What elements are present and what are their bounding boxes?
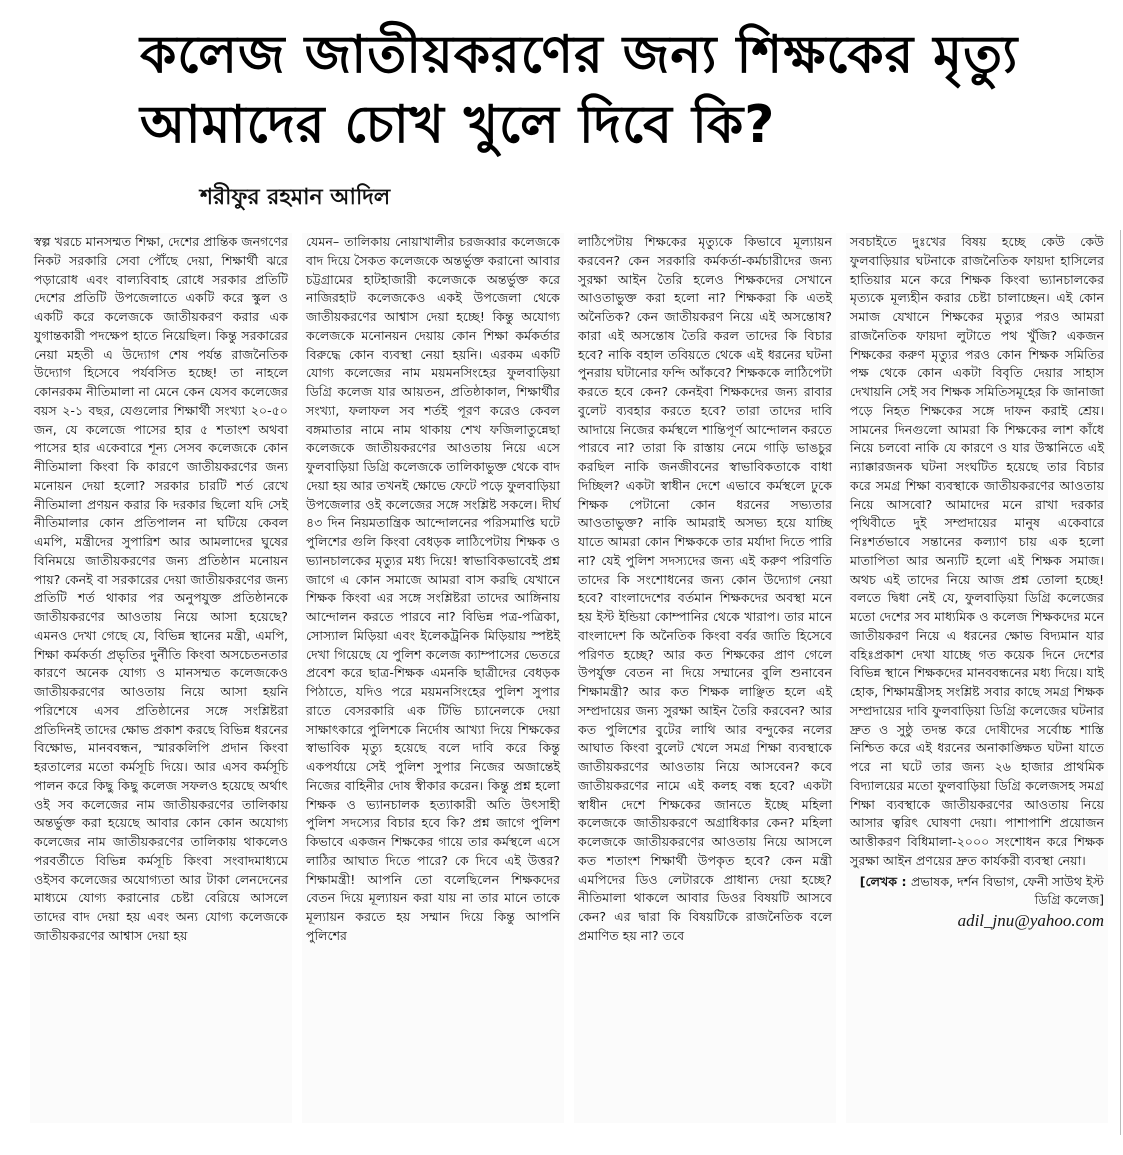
author-note-text: প্রভাষক, দর্শন বিভাগ, ফেনী সাউথ ইস্ট ডিগ্রি কলেজ] xyxy=(910,873,1104,908)
author-note xyxy=(850,873,1104,911)
column-text: স্বল্প খরচে মানসম্মত শিক্ষা, দেশের প্রান্তিক জনগণের নিকট সরকারি সেবা পৌঁছে দেয়া, শিক্ষার্থী ঝরে পড়ারোধ এবং বাল্যবিবাহ রোধে সরকার প্রতিটি দেশের প্রতিটি উপজেলাতে একটি করে স্কুল ও একটি করে কলেজকে জাতীয়করণ করার এক যুগান্তকারী পদক্ষেপ হাতে নিয়েছিল। কিন্তু সরকারের নেয়া মহতী এ উদ্যোগ শেষ পর্যন্ত রাজনৈতিক উদ্যোগ হিসেবে পর্যবসিত হচ্ছে! তা নাহলে কোনরকম নীতিমালা না মেনে কেন যেসব কলেজের বয়স ২-১ বছর, যেগুলোর শিক্ষার্থী সংখ্যা ২০-৫০ জন, যে কলেজে পাসের হার ৫ শতাংশ অথবা পাসের হার একেবারে শূন্য সেসব কলেজকে কোন নীতিমালা কিংবা কি কারণে জাতীয়করণের জন্য মনোয়ন দেয়া হলো? সরকার চারটি শর্ত রেখে নীতিমালা প্রণয়ন করার কি দরকার ছিলো যদি সেই নীতিমালার কোন প্রতিপালন না ঘটিয়ে কেবল এমপি, মন্ত্রীদের সুপারিশ আর আমলাদের ঘুষের বিনিময়ে জাতীয়করণের জন্য প্রতিষ্ঠান মনোয়ন পায়? কেনই বা সরকারের দেয়া জাতীয়করণের জন্য প্রতিটি শর্ত থাকার পর অনুপযুক্ত প্রতিষ্ঠানকে জাতীয়করণের আওতায় নিয়ে আসা হয়েছে? এমনও দেখা গেছে যে, বিভিন্ন স্থানের মন্ত্রী, এমপি, শিক্ষা কর্মকর্তা প্রভৃতির দুর্নীতি কিংবা অসচেতনতার কারণে অনেক যোগ্য ও মানসম্মত কলেজকেও জাতীয়করণের আওতায় নিয়ে আসা হয়নি পরিশেষে এসব প্রতিষ্ঠানের সঙ্গে সংশ্লিষ্টরা প্রতিদিনই তাদের ক্ষোভ প্রকাশ করছে বিভিন্ন ধরনের বিক্ষোভ, মানববন্ধন, স্মারকলিপি প্রদান কিংবা হরতালের মতো কর্মসূচি দিয়ে। আর এসব কর্মসূচি পালন করে কিছু কিছু কলেজ সফলও হয়েছে অর্থাৎ ওই সব কলেজের নাম জাতীয়করণের তালিকায় অন্তর্ভুক্ত করা হয়েছে আবার কোন কোন অযোগ্য কলেজের নাম জাতীয়করণের তালিকায় থাকলেও পরবর্তীতে বিভিন্ন কর্মসূচি কিংবা সংবাদমাধ্যমে ওইসব কলেজের অযোগ্যতা আর টাকা লেনদেনের মাধ্যমে যোগ্য করানোর চেষ্টা বেরিয়ে আসলে তাদের বাদ দেয়া হয় এবং অন্য যোগ্য কলেজকে জাতীয়করণের আশ্বাস দেয়া হয় xyxy=(34,234,288,943)
column-text: সবচাইতে দুঃখের বিষয় হচ্ছে কেউ কেউ ফুলবাড়িয়ার ঘটনাকে রাজনৈতিক ফায়দা হাসিলের হাতিয়ার মনে করে শিক্ষক কিংবা ভ্যানচালকের মৃত্যকে মূল্যহীন করার চেষ্টা চালাচ্ছেন। এই কোন সমাজ যেখানে শিক্ষকের মৃত্যুর পরও আমরা রাজনৈতিক ফায়দা লুটাতে পথ খুঁজি? একজন শিক্ষকের করুণ মৃত্যুর পরও কোন শিক্ষক সমিতির পক্ষ থেকে কোন একটা বিবৃতি দেয়ার সাহাস দেখায়নি সেই সব শিক্ষক সমিতিসমূহের কি জানাজা পড়ে নিহত শিক্ষকের সঙ্গে দাফন করাই শ্রেয়। সামনের দিনগুলো আমরা কি শিক্ষকের লাশ কাঁধে নিয়ে চলবো নাকি যে কারণে ও যার উস্কানিতে এই ন্যাক্কারজনক ঘটনা সংঘটিত হয়েছে তার বিচার করে সমগ্র শিক্ষা ব্যবস্থাকে জাতীয়করণের আওতায় নিয়ে আসবো? আমাদের মনে রাখা দরকার পৃথিবীতে দুই সম্প্রদায়ের মানুষ একেবারে নিঃশর্তভাবে সন্তানের কল্যাণ চায় এক হলো মাতাপিতা আর অন্যটি হলো এই শিক্ষক সমাজ। অথচ এই তাদের নিয়ে আজ প্রশ্ন তোলা হচ্ছে! বলতে দ্বিধা নেই যে, ফুলবাড়িয়া ডিগ্রি কলেজের মতো দেশের সব মাধ্যমিক ও কলেজ শিক্ষকদের মনে জাতীয়করণ নিয়ে এ ধরনের ক্ষোভ বিদ্যমান যার বহিঃপ্রকাশ দেখা যাচ্ছে গত কয়েক দিনে দেশের বিভিন্ন স্থানে শিক্ষকদের মানববন্ধনের মধ্য দিয়ে। যাই হোক, শিক্ষামন্ত্রীসহ সংশ্লিষ্ট সবার কাছে সমগ্র শিক্ষক সম্প্রদায়ের দাবি ফুলবাড়িয়া ডিগ্রি কলেজের ঘটনার দ্রুত ও সুষ্ঠু তদন্ত করে দোষীদের সর্বোচ্চ শাস্তি নিশ্চিত করে এই ধরনের অনাকাঙ্ক্ষিত ঘটনা যাতে পরে না ঘটে তার জন্য ২৬ হাজার প্রাথমিক বিদ্যালয়ের মতো ফুলবাড়িয়া ডিগ্রি কলেজসহ সমগ্র শিক্ষা ব্যবস্থাকে জাতীয়করণের আওতায় নিয়ে আসার ত্বরিৎ ঘোষণা দেয়া। পাশাপাশি প্রয়োজন আত্তীকরণ বিধিমালা-২০০০ সংশোধন করে শিক্ষক সুরক্ষা আইন প্রণয়ের দ্রুত কার্যকরী ব্যবস্থা নেয়া। xyxy=(850,234,1104,868)
column-text: যেমন– তালিকায় নোয়াখালীর চরজব্বার কলেজকে বাদ দিয়ে সৈকত কলেজকে অন্তর্ভুক্ত করানো আবার চট্টগ্রামের হাটহাজারী কলেজকে অন্তর্ভুক্ত করে নাজিরহাট কলেজকেও একই উপজেলা থেকে জাতীয়করণের আশ্বাস দেয়া হচ্ছে! কিন্তু অযোগ্য কলেজকে মনোনয়ন দেয়ায় কোন শিক্ষা কর্মকর্তার বিরুদ্ধে কোন ব্যবস্থা নেয়া হয়নি। এরকম একটি যোগ্য কলেজের নাম ময়মনসিংহের ফুলবাড়িয়া ডিগ্রি কলেজ যার আয়তন, প্রতিষ্ঠাকাল, শিক্ষার্থীর সংখ্যা, ফলাফল সব শর্তই পূরণ করেও কেবল বঙ্গমাতার নামে নাম থাকায় শেখ ফজিলাতুন্নেছা কলেজকে জাতীয়করণের আওতায় নিয়ে এসে ফুলবাড়িয়া ডিগ্রি কলেজকে তালিকাভুক্ত থেকে বাদ দেয়া হয় আর তখনই ক্ষোভে ফেটে পড়ে ফুলবাড়িয়া উপজেলার ওই কলেজের সঙ্গে সংশ্লিষ্ট সকলে। দীর্ঘ ৪৩ দিন নিয়মতান্ত্রিক আন্দোলনের পরিসমাপ্তি ঘটে পুলিশের গুলি কিংবা বেধড়ক লাঠিপেটায় শিক্ষক ও ভ্যানচালকের মৃত্যুর মধ্য দিয়ে! স্বাভাবিকভাবেই প্রশ্ন জাগে এ কোন সমাজে আমরা বাস করছি যেখানে শিক্ষক কিংবা এর সঙ্গে সংশ্লিষ্টরা তাদের আঙ্গিনায় আন্দোলন করতে পারবে না? বিভিন্ন পত্র-পত্রিকা, সোস্যাল মিড়িয়া এবং ইলেকট্রনিক মিড়িয়ায় স্পষ্টই দেখা গিয়েছে যে পুলিশ কলেজ ক্যাম্পাসের ভেতরে প্রবেশ করে ছাত্র-শিক্ষক এমনকি ছাত্রীদের বেধড়ক পিঠাতে, যদিও পরে ময়মনসিংহের পুলিশ সুপার রাতে বেসরকারি এক টিভি চ্যানেলকে দেয়া সাক্ষাৎকারে পুলিশকে নির্দোষ আখ্যা দিয়ে শিক্ষকের স্বাভাবিক মৃত্যু হয়েছে বলে দাবি করে কিন্তু একপর্যায়ে সেই পুলিশ সুপার নিজের অজান্তেই নিজের বাহিনীর দোষ স্বীকার করেন। কিন্তু প্রশ্ন হলো শিক্ষক ও ভ্যানচালক হত্যাকারী অতি উৎসাহী পুলিশ সদস্যের বিচার হবে কি? প্রশ্ন জাগে পুলিশ কিভাবে একজন শিক্ষকের গায়ে তার কর্মস্থলে এসে লাঠির আঘাত দিতে পারে? কে দিবে এই উত্তর? শিক্ষামন্ত্রী! আপনি তো বলেছিলেন শিক্ষকদের বেতন দিয়ে মূল্যায়ন করা যায় না তার মানে তাকে মূল্যায়ন করতে হয় সম্মান দিয়ে কিন্তু আপনি পুলিশের xyxy=(306,234,560,943)
page-edge-divider xyxy=(1120,230,1121,1135)
column-text: লাঠিপেটায় শিক্ষকের মৃত্যুকে কিভাবে মূল্যায়ন করবেন? কেন সরকারি কর্মকর্তা-কর্মচারীদের জন্য সুরক্ষা আইন তৈরি হলেও শিক্ষকদের সেখানে আওতাভুক্ত করা হলো না? শিক্ষকরা কি এতই অনৈতিক? কেন জাতীয়করণ নিয়ে এই অসন্তোষ? কারা এই অসন্তোষ তৈরি করল তাদের কি বিচার হবে? নাকি বহাল তবিয়তে থেকে এই ধরনের ঘটনা পুনরায় ঘটানোর ফন্দি আঁকবে? শিক্ষককে লাঠিপেটা করতে হবে কেন? কেনইবা শিক্ষকদের জন্য রাবার বুলেট ব্যবহার করতে হবে? তারা তাদের দাবি আদায়ে নিজের কর্মস্থলে শান্তিপূর্ণ আন্দোলন করতে পারবে না? তারা কি রাস্তায় নেমে গাড়ি ভাঙচুর করছিল নাকি জনজীবনের স্বাভাবিকতাকে বাধা দিচ্ছিল? একটা স্বাধীন দেশে এভাবে কর্মস্থলে ঢুকে শিক্ষক পেটানো কোন ধরনের সভ্যতার আওতাভুক্ত? নাকি আমরাই অসভ্য হয়ে যাচ্ছি যাতে আমরা কোন শিক্ষককে তার মর্যাদা দিতে পারি না? যেই পুলিশ সদস্যদের জন্য এই করুণ পরিণতি তাদের কি সংশোধনের জন্য কোন উদ্যোগ নেয়া হবে? বাংলাদেশের বর্তমান শিক্ষকদের অবস্থা মনে হয় ইস্ট ইন্ডিয়া কোম্পানির থেকে খারাপ। তার মানে বাংলাদেশ কি অনৈতিক কিংবা বর্বর জাতি হিসেবে পরিণত হচ্ছে? আর কত শিক্ষকের প্রাণ গেলে উপর্যুক্ত বেতন না দিয়ে সম্মানের বুলি শুনাবেন শিক্ষামন্ত্রী? আর কত শিক্ষক লাঞ্ছিত হলে এই সম্প্রদায়ের জন্য সুরক্ষা আইন তৈরি করবেন? আর কত পুলিশের বুটের লাথি আর বন্দুকের নলের আঘাত কিংবা বুলেট খেলে সমগ্র শিক্ষা ব্যবস্থাকে জাতীয়করণের আওতায় নিয়ে আসবেন? কবে জাতীয়করণের নামে এই কলহ বন্ধ হবে? একটা স্বাধীন দেশে শিক্ষকের জানতে ইচ্ছে মহিলা কলেজকে জাতীয়করণে অগ্রাধিকার কেন? মহিলা কলেজকে জাতীয়করণের আওতায় নিয়ে আসলে কত শতাংশ শিক্ষার্থী উপকৃত হবে? কেন মন্ত্রী এমপিদের ডিও লেটারকে প্রাধান্য দেয়া হচ্ছে? নীতিমালা থাকলে আবার ডিওর বিষয়টি আসবে কেন? এর দ্বারা কি বিষয়টিকে রাজনৈতিক বলে প্রমাণিত হয় না? তবে xyxy=(578,234,832,943)
headline-line-1: কলেজ জাতীয়করণের জন্য শিক্ষকের মৃত্যু xyxy=(140,25,1019,85)
headline-line-2: আমাদের চোখ খুলে দিবে কি? xyxy=(140,95,776,155)
article-column-3 xyxy=(574,233,836,1123)
article-column-1 xyxy=(30,233,292,1123)
article-column-4 xyxy=(846,233,1108,1123)
article-column-2 xyxy=(302,233,564,1123)
author-email: adil_jnu@yahoo.com xyxy=(957,911,1104,930)
headline xyxy=(140,20,1110,160)
author-footer xyxy=(850,873,1104,933)
article-body xyxy=(30,233,1115,1123)
byline: শরীফুর রহমান আদিল xyxy=(200,185,391,210)
author-note-label: [লেখক : xyxy=(859,873,907,889)
